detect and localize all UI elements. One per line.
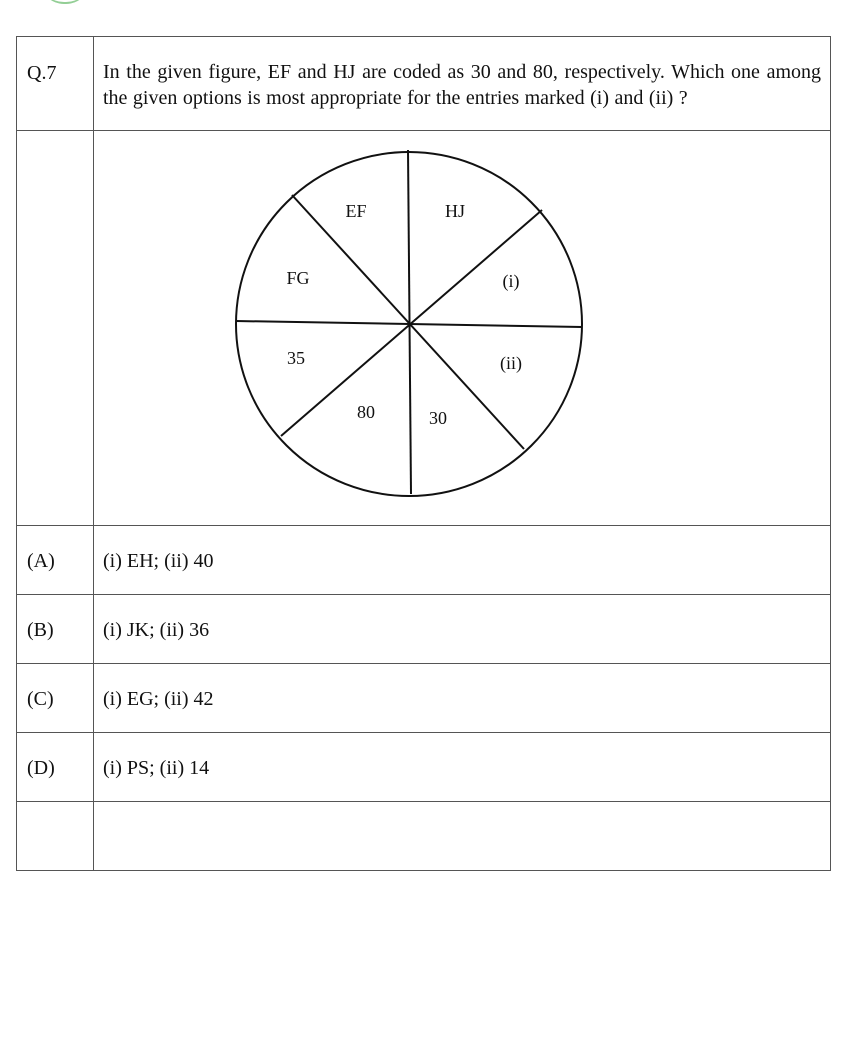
question-number: Q.7 — [27, 62, 57, 84]
option-text-cell — [94, 664, 831, 733]
option-label-cell — [17, 733, 94, 802]
option-row-c[interactable] — [17, 664, 831, 733]
sector-label-i: (i) — [502, 271, 520, 291]
sector-label-80: 80 — [357, 402, 375, 422]
option-row-d[interactable] — [17, 733, 831, 802]
option-text: (i) JK; (ii) 36 — [103, 619, 210, 641]
sector-label-hj: HJ — [444, 201, 466, 221]
answer-label-cell — [17, 802, 94, 871]
question-text: In the given figure, EF and HJ are coded as 30 and 80, respectively. Which one among the given options is most appropriate for the entries marked (i) and (ii) ? — [103, 61, 821, 109]
sector-label-ef: EF — [345, 201, 367, 221]
option-label: (B) — [27, 619, 54, 641]
option-row-a[interactable] — [17, 526, 831, 595]
option-label: (A) — [27, 550, 55, 572]
answer-row — [17, 802, 831, 871]
option-label-cell — [17, 526, 94, 595]
answer-cell — [94, 802, 831, 871]
sector-label-35: 35 — [287, 348, 305, 368]
option-text-cell — [94, 526, 831, 595]
option-label: (D) — [27, 757, 55, 779]
figure-cell — [94, 131, 831, 526]
figure-row — [17, 131, 831, 526]
question-row — [17, 37, 831, 131]
question-table — [16, 36, 831, 871]
option-text: (i) PS; (ii) 14 — [103, 757, 210, 779]
option-label-cell — [17, 595, 94, 664]
sector-label-ii: (ii) — [500, 353, 522, 373]
option-text: (i) EG; (ii) 42 — [103, 688, 214, 710]
option-row-b[interactable] — [17, 595, 831, 664]
sector-label-fg: FG — [286, 268, 310, 288]
option-text: (i) EH; (ii) 40 — [103, 550, 214, 572]
option-label: (C) — [27, 688, 54, 710]
option-text-cell — [94, 733, 831, 802]
sector-label-30: 30 — [429, 408, 447, 428]
question-number-cell — [17, 37, 94, 131]
question-text-cell — [94, 37, 831, 131]
page-top-decoration — [40, 0, 90, 4]
pie-figure — [94, 131, 832, 525]
option-label-cell — [17, 664, 94, 733]
figure-left-cell — [17, 131, 94, 526]
option-text-cell — [94, 595, 831, 664]
